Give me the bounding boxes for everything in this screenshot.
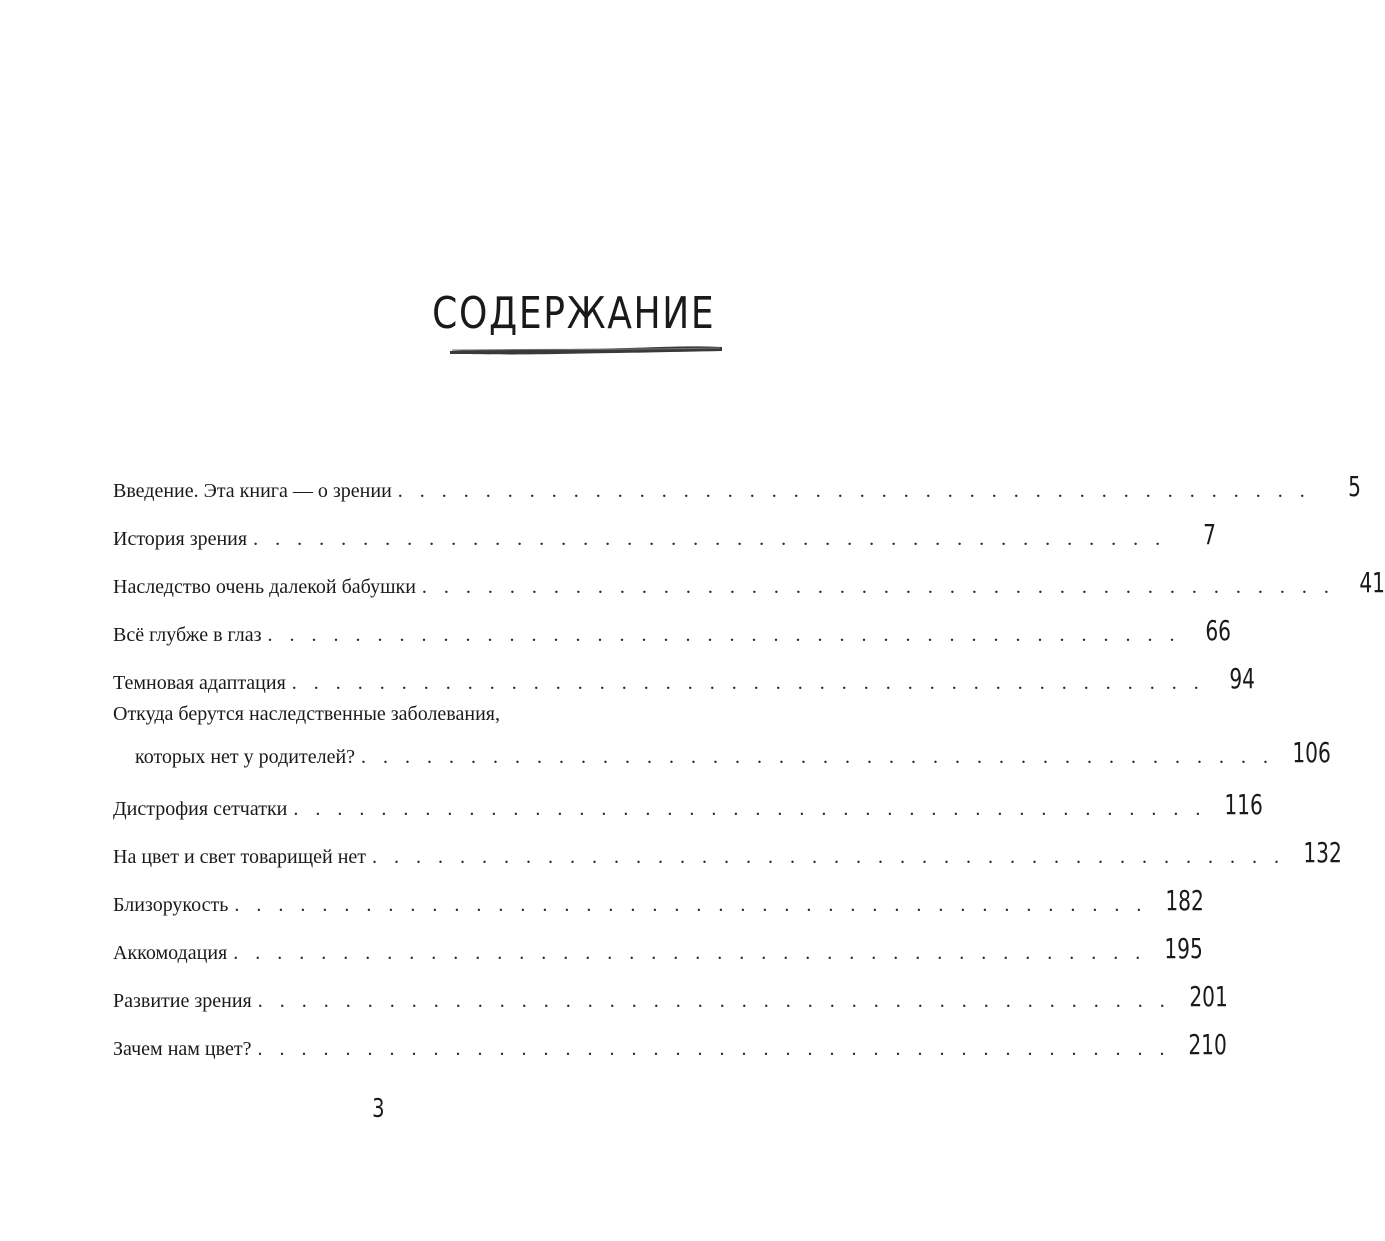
leader-dots: . . . . . . . . . . . . . . . . . . . . . . . . . . . . . . . . . . . . . . . . . . (372, 846, 1286, 868)
leader-dots: . . . . . . . . . . . . . . . . . . . . . . . . . . . . . . . . . . . . . . . . . . (234, 894, 1148, 916)
toc-entry[interactable] (113, 455, 1361, 503)
page-title: СОДЕРЖАНИЕ (431, 288, 715, 339)
toc-entry-title: Наследство очень далекой бабушки (113, 576, 416, 598)
toc-entry-title-line2: которых нет у родителей? (135, 746, 356, 768)
toc-entry-page: 195 (1164, 932, 1204, 965)
title-underline (448, 342, 724, 356)
leader-dots: . . . . . . . . . . . . . . . . . . . . . . . . . . . . . . . . . . . . . . . . . . (257, 990, 1171, 1012)
toc-entry[interactable] (113, 599, 1231, 647)
toc-entry[interactable] (113, 551, 1385, 599)
leader-dots: . . . . . . . . . . . . . . . . . . . . . . . . . . . . . . . . . . . . . . . . . . (253, 528, 1167, 550)
leader-dots: . . . . . . . . . . . . . . . . . . . . . . . . . . . . . . . . . . . . . . . . . . (293, 798, 1207, 820)
toc-entry-page: 41 (1359, 566, 1385, 599)
toc-entry[interactable] (113, 647, 1255, 695)
toc-entry[interactable] (113, 773, 1264, 821)
toc-entry-title: Дистрофия сетчатки (113, 798, 288, 820)
leader-dots: . . . . . . . . . . . . . . . . . . . . . . . . . . . . . . . . . . . . . . . . . . (361, 746, 1275, 768)
leader-dots: . . . . . . . . . . . . . . . . . . . . . . . . . . . . . . . . . . . . . . . . . . (397, 480, 1311, 502)
leader-dots: . . . . . . . . . . . . . . . . . . . . . . . . . . . . . . . . . . . . . . . . . . (233, 942, 1147, 964)
toc-entry-title: Аккомодация (113, 942, 228, 964)
toc-entry[interactable] (113, 1013, 1228, 1061)
toc-entry-page: 66 (1204, 614, 1231, 647)
toc-entry[interactable] (113, 821, 1342, 869)
toc-entry-title: Всё глубже в глаз (113, 624, 262, 646)
table-of-contents (113, 455, 1385, 1061)
toc-entry-title: Близорукость (113, 894, 229, 916)
leader-dots: . . . . . . . . . . . . . . . . . . . . . . . . . . . . . . . . . . . . . . . . . . (267, 624, 1181, 646)
toc-entry-page: 94 (1229, 662, 1255, 695)
toc-entry-page: 116 (1224, 788, 1264, 821)
leader-dots: . . . . . . . . . . . . . . . . . . . . . . . . . . . . . . . . . . . . . . . . . . (257, 1038, 1171, 1060)
toc-entry-page: 132 (1303, 836, 1342, 869)
toc-entry-title: Введение. Эта книга — о зрении (113, 480, 392, 502)
toc-entry[interactable] (113, 503, 1217, 551)
toc-entry-title: Развитие зрения (113, 990, 252, 1012)
toc-entry-title: На цвет и свет товарищей нет (113, 846, 367, 868)
toc-entry-title: Темновая адаптация (113, 672, 286, 694)
toc-entry[interactable] (113, 965, 1228, 1013)
toc-entry-title-line1: Откуда берутся наследственные заболевания, (113, 703, 500, 725)
toc-entry-page: 7 (1203, 518, 1217, 551)
leader-dots: . . . . . . . . . . . . . . . . . . . . . . . . . . . . . . . . . . . . . . . . . . (291, 672, 1205, 694)
toc-entry-page: 5 (1347, 470, 1361, 503)
toc-entry-title: Зачем нам цвет? (113, 1038, 252, 1060)
toc-entry-title: История зрения (113, 528, 248, 550)
toc-entry-page: 210 (1188, 1028, 1228, 1061)
toc-entry[interactable] (113, 869, 1205, 917)
toc-entry-page: 106 (1292, 736, 1331, 769)
leader-dots: . . . . . . . . . . . . . . . . . . . . . . . . . . . . . . . . . . . . . . . . . . (421, 576, 1335, 598)
toc-entry[interactable] (113, 917, 1204, 965)
page-number: 3 (372, 1094, 385, 1124)
toc-entry-page: 182 (1165, 884, 1205, 917)
toc-entry[interactable] (113, 695, 1331, 773)
toc-entry-page: 201 (1189, 980, 1228, 1013)
